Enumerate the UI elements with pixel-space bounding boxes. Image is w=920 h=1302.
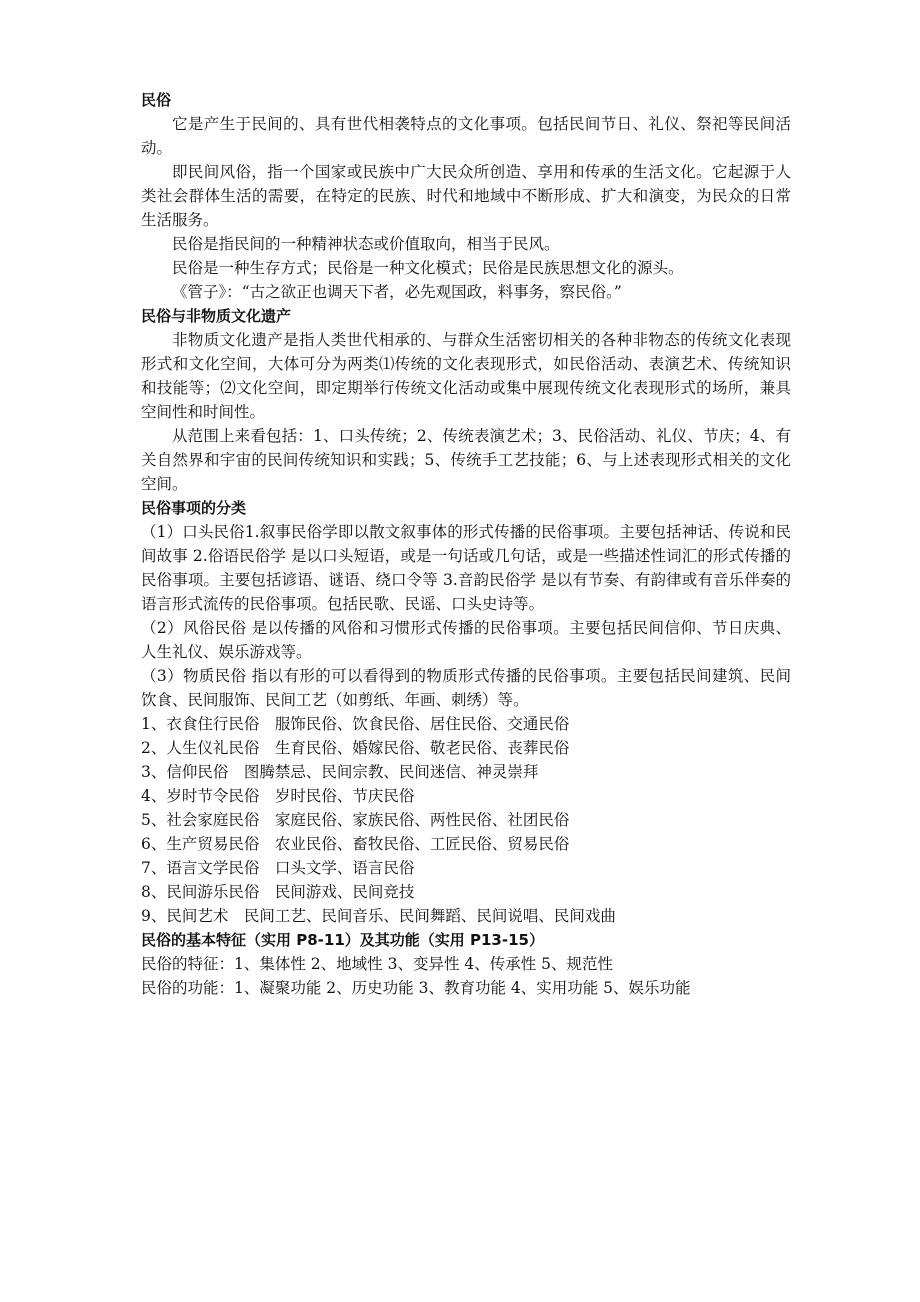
list-item: 4、岁时节令民俗 岁时民俗、节庆民俗 bbox=[141, 787, 415, 805]
section-heading-classification: 民俗事项的分类 bbox=[141, 499, 247, 517]
paragraph: 非物质文化遗产是指人类世代相承的、与群众生活密切相关的各种非物态的传统文化表现形式和文化空间，大体可分为两类⑴传统的文化表现形式，如民俗活动、表演艺术、传统知识和技能等；⑵文化空间，即定期举行传统文化活动或集中展现传统文化表现形式的场所，兼具空间性和时间性。 bbox=[141, 331, 791, 421]
paragraph: 它是产生于民间的、具有世代相袭特点的文化事项。包括民间节日、礼仪、祭祀等民间活动。 bbox=[141, 115, 791, 157]
section-heading-minsu: 民俗 bbox=[141, 91, 172, 109]
list-item: 3、信仰民俗 图腾禁忌、民间宗教、民间迷信、神灵崇拜 bbox=[141, 763, 539, 781]
functions-line: 民俗的功能：1、凝聚功能 2、历史功能 3、教育功能 4、实用功能 5、娱乐功能 bbox=[141, 979, 691, 997]
paragraph: 民俗是一种生存方式；民俗是一种文化模式；民俗是民族思想文化的源头。 bbox=[172, 259, 684, 277]
list-item: 7、语言文学民俗 口头文学、语言民俗 bbox=[141, 859, 415, 877]
list-item: 9、民间艺术 民间工艺、民间音乐、民间舞蹈、民间说唱、民间戏曲 bbox=[141, 907, 616, 925]
paragraph: 从范围上来看包括：1、口头传统；2、传统表演艺术；3、民俗活动、礼仪、节庆；4、有关自然界和宇宙的民间传统知识和实践；5、传统手工艺技能；6、与上述表现形式相关的文化空间。 bbox=[141, 427, 791, 493]
paragraph: 民俗是指民间的一种精神状态或价值取向，相当于民风。 bbox=[172, 235, 560, 253]
list-item: 8、民间游乐民俗 民间游戏、民间竞技 bbox=[141, 883, 415, 901]
paragraph: 即民间风俗，指一个国家或民族中广大民众所创造、享用和传承的生活文化。它起源于人类社会群体生活的需要，在特定的民族、时代和地域中不断形成、扩大和演变，为民众的日常生活服务。 bbox=[141, 163, 791, 229]
paragraph: （3）物质民俗 指以有形的可以看得到的物质形式传播的民俗事项。主要包括民间建筑、民间饮食、民间服饰、民间工艺（如剪纸、年画、刺绣）等。 bbox=[141, 667, 791, 709]
document-body bbox=[141, 88, 791, 1000]
paragraph: （1）口头民俗1.叙事民俗学即以散文叙事体的形式传播的民俗事项。主要包括神话、传说和民间故事 2.俗语民俗学 是以口头短语，或是一句话或几句话，或是一些描述性词汇的形式传播的民俗事项。主要包括谚语、谜语、绕口令等 3.音韵民俗学 是以有节奏、有韵律或有音乐伴奏的语言形式流传的民俗事项。包括民歌、民谣、口头史诗等。 bbox=[141, 523, 791, 613]
list-item: 5、社会家庭民俗 家庭民俗、家族民俗、两性民俗、社团民俗 bbox=[141, 811, 570, 829]
paragraph-quote: 《管子》：“古之欲正也调天下者，必先观国政，料事务，察民俗。” bbox=[172, 283, 622, 301]
list-item: 2、人生仪礼民俗 生育民俗、婚嫁民俗、敬老民俗、丧葬民俗 bbox=[141, 739, 570, 757]
list-item: 6、生产贸易民俗 农业民俗、畜牧民俗、工匠民俗、贸易民俗 bbox=[141, 835, 570, 853]
paragraph: （2）风俗民俗 是以传播的风俗和习惯形式传播的民俗事项。主要包括民间信仰、节日庆典、人生礼仪、娱乐游戏等。 bbox=[141, 619, 791, 661]
list-item: 1、衣食住行民俗 服饰民俗、饮食民俗、居住民俗、交通民俗 bbox=[141, 715, 570, 733]
section-heading-intangible-heritage: 民俗与非物质文化遗产 bbox=[141, 307, 292, 325]
section-heading-features-functions: 民俗的基本特征（实用 P8-11）及其功能（实用 P13-15） bbox=[141, 931, 544, 949]
features-line: 民俗的特征：1、集体性 2、地域性 3、变异性 4、传承性 5、规范性 bbox=[141, 955, 614, 973]
